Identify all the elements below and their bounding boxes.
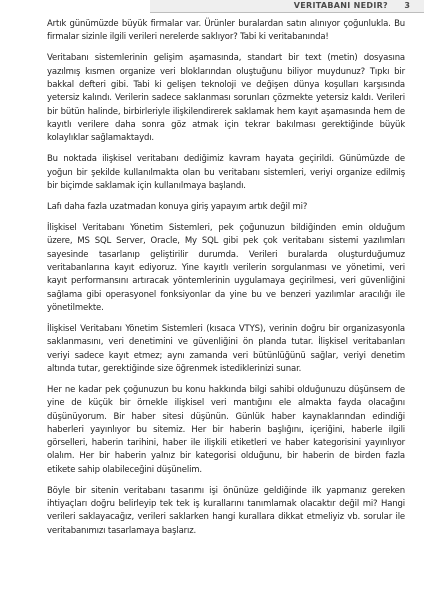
paragraph: Her ne kadar pek çoğunuzun bu konu hakkında bilgi sahibi olduğunuzu düşünsem de yine de küçük bir örnekle ilişkisel veri mantığını ele almakta fayda olacağını düşünüyorum. Bir haber sitesi düşünün. Günlük haber kaynaklarından edindiği haberleri yayınlıyor bu sitemiz. Her bir haberin başlığını, içeriğini, haberle ilgili görselleri, haberin tarihini, haber ile ilişkili etiketleri ve haber kategorisini yayınlıyor olalım. Her bir haberin yalnız bir kategorisi olduğunu, bir haberin de birden fazla etikete sahip olabileceğini düşünelim.	[47, 384, 405, 475]
paragraph: İlişkisel Veritabanı Yönetim Sistemleri (kısaca VTYS), verinin doğru bir organizasyonla saklanmasını, veri denetimini ve güvenliğini ön planda tutar. İlişkisel veritabanları veriyi sadece kayıt etmez; aynı zamanda veri bütünlüğünü sağlar, veriyi denetim altında tutar, gerektiğinde size öğrenmek istediklerinizi sunar.	[47, 323, 405, 374]
paragraph: Artık günümüzde büyük firmalar var. Ürünler buralardan satın alınıyor çoğunlukla. Bu firmalar sizinle ilgili verileri nerelerde saklıyor? Tabi ki veritabanında!	[47, 19, 405, 43]
paragraph: İlişkisel Veritabanı Yönetim Sistemleri, pek çoğunuzun bildiğinden emin olduğum üzere, MS SQL Server, Oracle, My SQL gibi pek çok veritabanı sistemi yazılımları sayesinde tasarlanıp geliştirilir durumda. Verileri buralarda oluşturduğumuz veritabanlarına kayıt ediyoruz. Yine kayıtlı verilerin sorgulanması ve yönetimi, veri kayıt performansını artıracak yöntemlerinin uygulamaya geçirilmesi, veri güvenliğini sağlama gibi operasyonel fonksiyonlar da yine bu ve benzeri yazılımlar aracılığı ile yönetilmekte.	[47, 223, 405, 313]
paragraph: Lafı daha fazla uzatmadan konuya giriş yapayım artık değil mi?	[47, 201, 308, 212]
page-header	[0, 0, 424, 16]
page-number: 3	[404, 1, 410, 10]
paragraph: Bu noktada ilişkisel veritabanı dediğimiz kavram hayata geçirildi. Günümüzde de yoğun bir şekilde kullanılmakta olan bu veritabanı sistemleri, veriyi organize edilmiş bir biçimde saklamak için kullanılmaya başlandı.	[47, 154, 405, 191]
paragraph: Böyle bir sitenin veritabanı tasarımı işi önünüze geldiğinde ilk yapmanız gereken ihtiyaçları doğru belirleyip tek tek iş kurallarını tanımlamak olacaktır değil mi? Hangi verileri saklayacağız, verileri saklarken hangi kurallara dikkat etmeliyiz vb. sorular ile veritabanımızı tasarlamaya başlarız.	[47, 485, 405, 536]
running-title: VERITABANI NEDIR?	[293, 1, 388, 10]
body-text	[47, 18, 405, 546]
paragraph: Veritabanı sistemlerinin gelişim aşamasında, standart bir text (metin) dosyasına yazılmış kısmen organize veri bloklarından oluştuğunu biliyor muydunuz? Tıpkı bir bakkal defteri gibi. Tabi ki gelişen teknoloji ve değişen dünya koşulları karşısında yetersiz kalındı. Verilerin sadece saklanması sorunları çözmekte yetersiz kaldı. Verileri bir bütün halinde, birbirleriyle ilişkilendirerek saklamak hem kayıt aşamasında hem de kayıtlı verilere daha sonra göz atmak için tekrar bakılması gerektiğinde büyük kolaylıklar sağlamaktaydı.	[47, 53, 405, 144]
